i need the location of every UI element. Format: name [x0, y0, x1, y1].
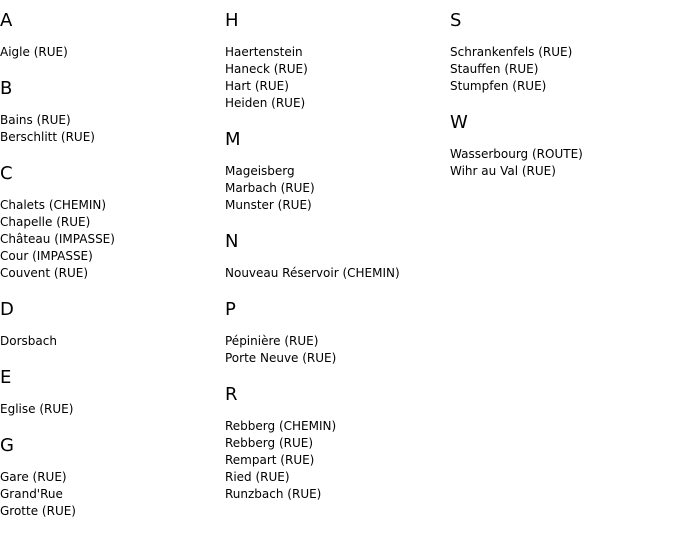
street-link[interactable]: Chalets (CHEMIN)	[0, 198, 107, 212]
letter-heading: H	[225, 10, 239, 31]
street-index-column-2	[225, 10, 445, 520]
street-item	[0, 333, 220, 350]
street-link[interactable]: Gare (RUE)	[0, 470, 67, 484]
street-link[interactable]: Porte Neuve (RUE)	[225, 351, 337, 365]
letter-heading: A	[0, 10, 13, 31]
street-item	[225, 265, 445, 282]
street-item	[450, 78, 670, 95]
street-link[interactable]: Runzbach (RUE)	[225, 487, 322, 501]
letter-heading: P	[225, 299, 236, 320]
letter-heading: B	[0, 78, 13, 99]
street-link[interactable]: Cour (IMPASSE)	[0, 249, 93, 263]
street-item	[450, 44, 670, 61]
street-link[interactable]: Wihr au Val (RUE)	[450, 164, 556, 178]
street-link[interactable]: Haertenstein	[225, 45, 303, 59]
letter-group-n	[225, 231, 445, 282]
street-index-column-3	[450, 10, 670, 197]
street-index-column-1	[0, 10, 220, 537]
letter-heading: G	[0, 435, 14, 456]
street-item	[450, 146, 670, 163]
street-link[interactable]: Grotte (RUE)	[0, 504, 76, 518]
street-item	[225, 78, 445, 95]
street-list	[450, 146, 670, 180]
street-list	[0, 112, 220, 146]
street-list	[0, 401, 220, 418]
street-item	[225, 418, 445, 435]
street-link[interactable]: Nouveau Réservoir (CHEMIN)	[225, 266, 400, 280]
letter-heading: E	[0, 367, 12, 388]
street-link[interactable]: Château (IMPASSE)	[0, 232, 115, 246]
street-item	[0, 469, 220, 486]
street-item	[225, 469, 445, 486]
letter-group-g	[0, 435, 220, 520]
street-link[interactable]: Rempart (RUE)	[225, 453, 315, 467]
letter-heading: R	[225, 384, 238, 405]
letter-heading: M	[225, 129, 241, 150]
street-item	[225, 486, 445, 503]
street-item	[225, 44, 445, 61]
street-list	[0, 197, 220, 282]
street-link[interactable]: Eglise (RUE)	[0, 402, 74, 416]
street-item	[0, 265, 220, 282]
street-item	[225, 61, 445, 78]
letter-group-b	[0, 78, 220, 146]
street-item	[225, 197, 445, 214]
street-link[interactable]: Haneck (RUE)	[225, 62, 308, 76]
street-item	[0, 197, 220, 214]
letter-group-r	[225, 384, 445, 503]
street-item	[225, 435, 445, 452]
street-link[interactable]: Aigle (RUE)	[0, 45, 68, 59]
street-list	[225, 333, 445, 367]
street-list	[225, 265, 445, 282]
street-link[interactable]: Marbach (RUE)	[225, 181, 315, 195]
street-item	[0, 214, 220, 231]
letter-group-e	[0, 367, 220, 418]
street-item	[0, 486, 220, 503]
street-link[interactable]: Munster (RUE)	[225, 198, 312, 212]
letter-group-p	[225, 299, 445, 367]
street-item	[450, 163, 670, 180]
street-link[interactable]: Dorsbach	[0, 334, 57, 348]
street-link[interactable]: Stauffen (RUE)	[450, 62, 539, 76]
street-list	[225, 44, 445, 112]
street-link[interactable]: Mageisberg	[225, 164, 295, 178]
street-list	[0, 469, 220, 520]
street-list	[0, 44, 220, 61]
letter-group-w	[450, 112, 670, 180]
street-item	[0, 503, 220, 520]
street-list	[225, 163, 445, 214]
street-list	[450, 44, 670, 95]
street-link[interactable]: Wasserbourg (ROUTE)	[450, 147, 583, 161]
street-item	[0, 129, 220, 146]
street-item	[225, 163, 445, 180]
street-link[interactable]: Hart (RUE)	[225, 79, 289, 93]
street-link[interactable]: Heiden (RUE)	[225, 96, 306, 110]
letter-group-d	[0, 299, 220, 350]
street-item	[0, 401, 220, 418]
street-link[interactable]: Bains (RUE)	[0, 113, 71, 127]
letter-group-s	[450, 10, 670, 95]
street-link[interactable]: Pépinière (RUE)	[225, 334, 319, 348]
street-link[interactable]: Ried (RUE)	[225, 470, 290, 484]
street-item	[225, 180, 445, 197]
street-list	[0, 333, 220, 350]
street-link[interactable]: Berschlitt (RUE)	[0, 130, 95, 144]
street-item	[225, 333, 445, 350]
street-list	[225, 418, 445, 503]
street-link[interactable]: Rebberg (RUE)	[225, 436, 314, 450]
street-link[interactable]: Couvent (RUE)	[0, 266, 89, 280]
street-link[interactable]: Rebberg (CHEMIN)	[225, 419, 337, 433]
street-item	[0, 44, 220, 61]
letter-group-h	[225, 10, 445, 112]
letter-heading: S	[450, 10, 462, 31]
letter-heading: D	[0, 299, 14, 320]
street-link[interactable]: Chapelle (RUE)	[0, 215, 91, 229]
street-link[interactable]: Grand'Rue	[0, 487, 63, 501]
letter-group-m	[225, 129, 445, 214]
street-item	[225, 95, 445, 112]
letter-group-a	[0, 10, 220, 61]
street-item	[0, 231, 220, 248]
street-link[interactable]: Schrankenfels (RUE)	[450, 45, 573, 59]
street-item	[225, 452, 445, 469]
street-item	[225, 350, 445, 367]
letter-heading: N	[225, 231, 239, 252]
street-link[interactable]: Stumpfen (RUE)	[450, 79, 547, 93]
street-item	[0, 112, 220, 129]
letter-heading: C	[0, 163, 13, 184]
letter-heading: W	[450, 112, 468, 133]
letter-group-c	[0, 163, 220, 282]
street-item	[0, 248, 220, 265]
street-item	[450, 61, 670, 78]
